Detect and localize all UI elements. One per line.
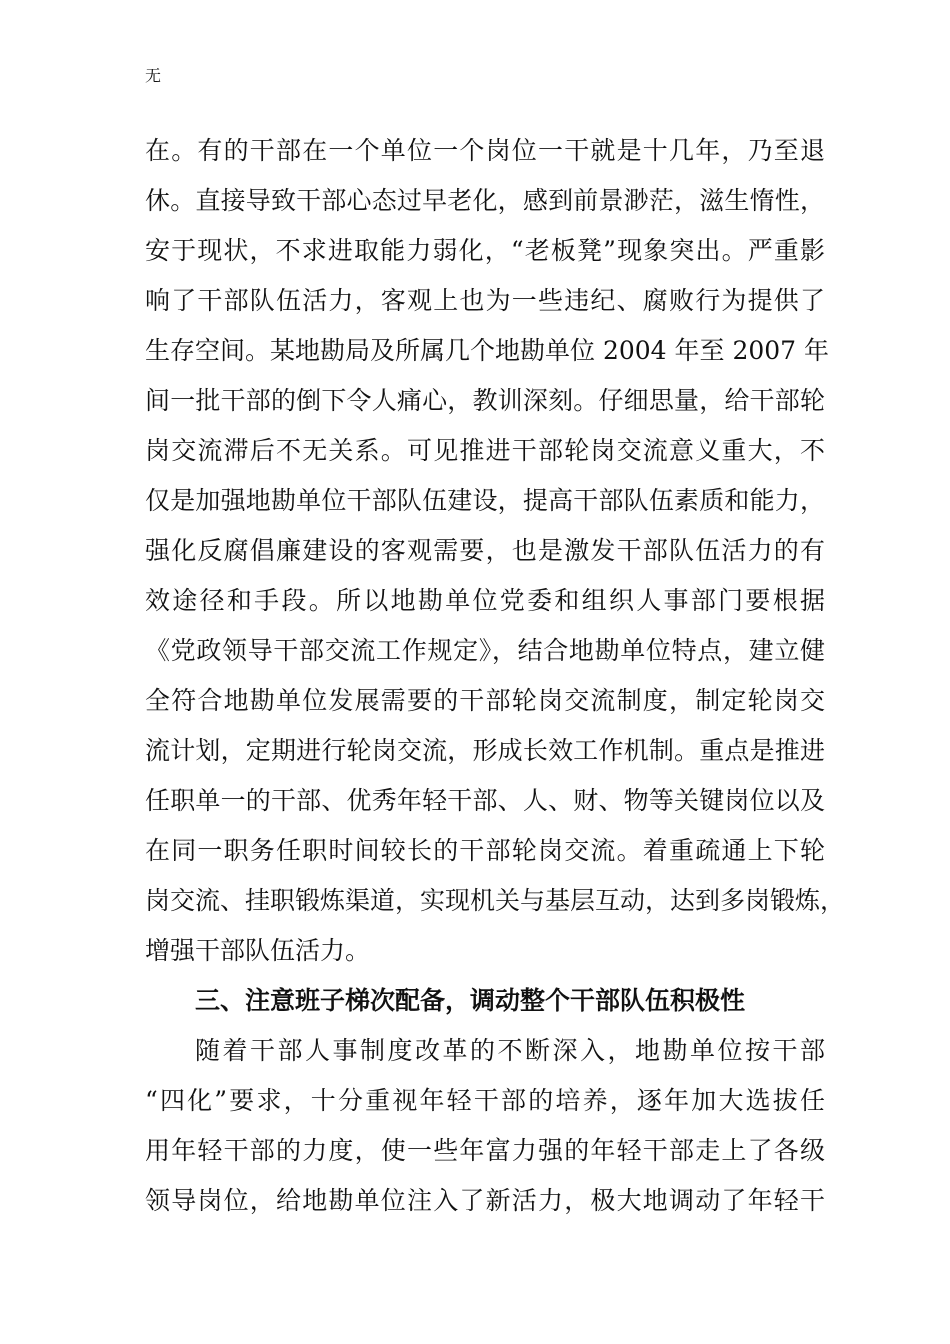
text-line: “四化”要求，十分重视年轻干部的培养，逐年加大选拔任	[145, 1086, 825, 1115]
section-heading: 三、注意班子梯次配备，调动整个干部队伍积极性	[195, 986, 746, 1015]
page-header: 无	[145, 66, 162, 85]
text-line: 任职单一的干部、优秀年轻干部、人、财、物等关键岗位以及	[145, 786, 825, 815]
text-line: 响了干部队伍活力，客观上也为一些违纪、腐败行为提供了	[145, 286, 825, 315]
text-line: 在同一职务任职时间较长的干部轮岗交流。着重疏通上下轮	[145, 836, 825, 865]
text-line: 在。有的干部在一个单位一个岗位一干就是十几年，乃至退	[145, 136, 825, 165]
text-line: 安于现状，不求进取能力弱化，“老板凳”现象突出。严重影	[145, 236, 825, 265]
text-line: 效途径和手段。所以地勘单位党委和组织人事部门要根据	[145, 586, 825, 615]
text-line: 生存空间。某地勘局及所属几个地勘单位 2004 年至 2007 年	[145, 336, 830, 365]
text-line: 岗交流、挂职锻炼渠道，实现机关与基层互动，达到多岗锻炼，	[145, 886, 846, 915]
text-line: 随着干部人事制度改革的不断深入，地勘单位按干部	[195, 1036, 825, 1065]
text-line: 流计划，定期进行轮岗交流，形成长效工作机制。重点是推进	[145, 736, 825, 765]
text-line: 用年轻干部的力度，使一些年富力强的年轻干部走上了各级	[145, 1136, 825, 1165]
text-line: 领导岗位，给地勘单位注入了新活力，极大地调动了年轻干	[145, 1186, 825, 1215]
text-line: 仅是加强地勘单位干部队伍建设，提高干部队伍素质和能力，	[145, 486, 825, 515]
text-line: 休。直接导致干部心态过早老化，感到前景渺茫，滋生惰性，	[145, 186, 825, 215]
text-line: 岗交流滞后不无关系。可见推进干部轮岗交流意义重大，不	[145, 436, 825, 465]
text-line: 《党政领导干部交流工作规定》，结合地勘单位特点，建立健	[145, 636, 825, 665]
text-line: 强化反腐倡廉建设的客观需要，也是激发干部队伍活力的有	[145, 536, 825, 565]
text-line: 间一批干部的倒下令人痛心，教训深刻。仔细思量，给干部轮	[145, 386, 825, 415]
text-line: 增强干部队伍活力。	[145, 936, 371, 965]
text-line: 全符合地勘单位发展需要的干部轮岗交流制度，制定轮岗交	[145, 686, 825, 715]
